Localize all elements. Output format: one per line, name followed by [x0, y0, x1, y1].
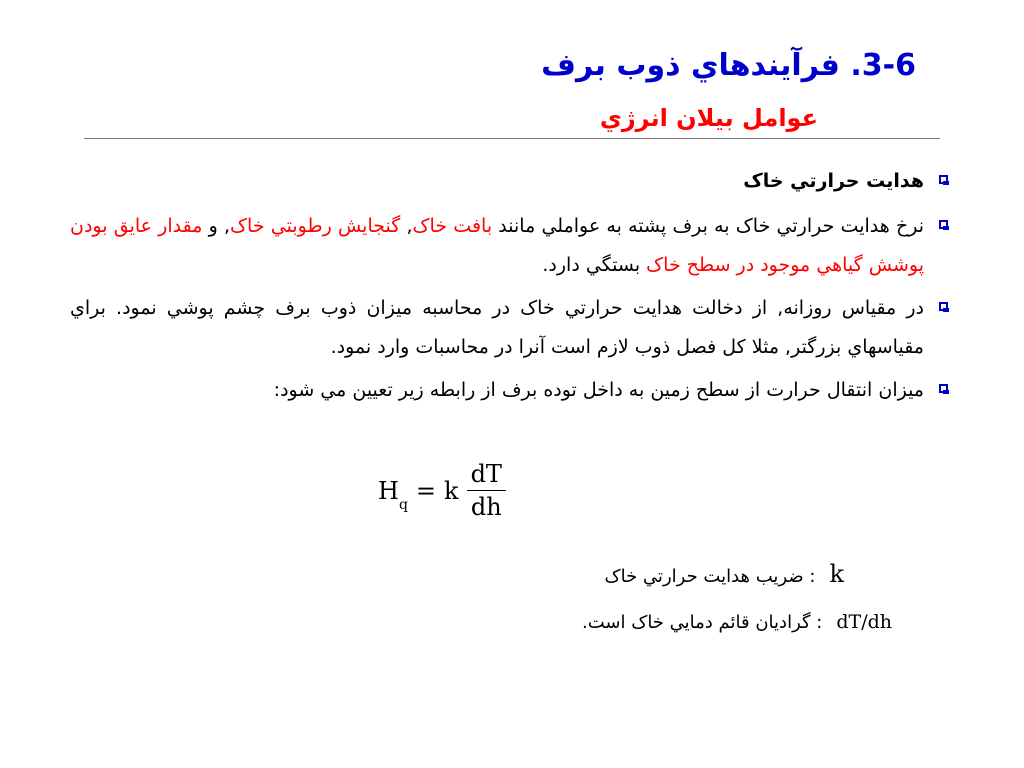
bullet-text: ميزان انتقال حرارت از سطح زمين به داخل توده برف از رابطه زير تعيين مي شود: — [273, 379, 924, 401]
formula-denominator: dh — [470, 493, 502, 521]
formula-subscript: q — [398, 496, 408, 513]
definition-text: : گراديان قائم دمايي خاک است. — [582, 612, 823, 633]
heat-flux-formula — [378, 460, 506, 521]
formula-numerator: dT — [467, 460, 506, 491]
definition-text: : ضريب هدايت حرارتي خاک — [604, 566, 816, 587]
formula-symbol-h: H — [378, 476, 399, 505]
highlighted-term: مقدار عايق بودن پوشش گياهي موجود در سطح خاک — [70, 215, 924, 276]
bullet-text-segment: بستگي دارد. — [542, 254, 647, 276]
bullet-text: هدايت حرارتي خاک — [743, 170, 924, 192]
slide-subtitle: عوامل بيلان انرژي — [599, 104, 818, 132]
bullet-text-segment: , — [400, 215, 413, 237]
bullet-item — [70, 289, 924, 367]
bullet-item — [70, 371, 924, 410]
square-bullet-icon — [939, 384, 948, 393]
definition-k — [604, 560, 844, 588]
slide-title: 3-6. فرآيندهاي ذوب برف — [541, 48, 916, 83]
bullet-list — [70, 162, 924, 414]
title-divider — [84, 138, 940, 139]
formula-equals: = — [415, 476, 437, 505]
highlighted-term: بافت خاک — [412, 215, 493, 237]
bullet-text-segment: , و — [202, 215, 231, 237]
formula-lhs — [378, 476, 408, 513]
formula-coefficient: k — [444, 476, 459, 505]
square-bullet-icon — [939, 220, 948, 229]
highlighted-term: گنجايش رطوبتي خاک — [230, 215, 401, 237]
formula-fraction — [467, 460, 506, 521]
bullet-item — [70, 162, 924, 201]
definition-symbol: k — [829, 560, 844, 588]
square-bullet-icon — [939, 302, 948, 311]
definition-symbol: dT/dh — [836, 611, 892, 633]
bullet-text: در مقياس روزانه, از دخالت هدايت حرارتي خاک در محاسبه ميزان ذوب برف چشم پوشي نمود. براي مقياسهاي بزرگتر, مثلا کل فصل ذوب لازم است آنرا در محاسبات وارد نمود. — [70, 297, 924, 358]
bullet-text-segment: نرخ هدايت حرارتي خاک به برف پشته به عواملي مانند — [492, 215, 924, 237]
bullet-item — [70, 207, 924, 285]
square-bullet-icon — [939, 175, 948, 184]
definition-gradient — [582, 611, 892, 633]
